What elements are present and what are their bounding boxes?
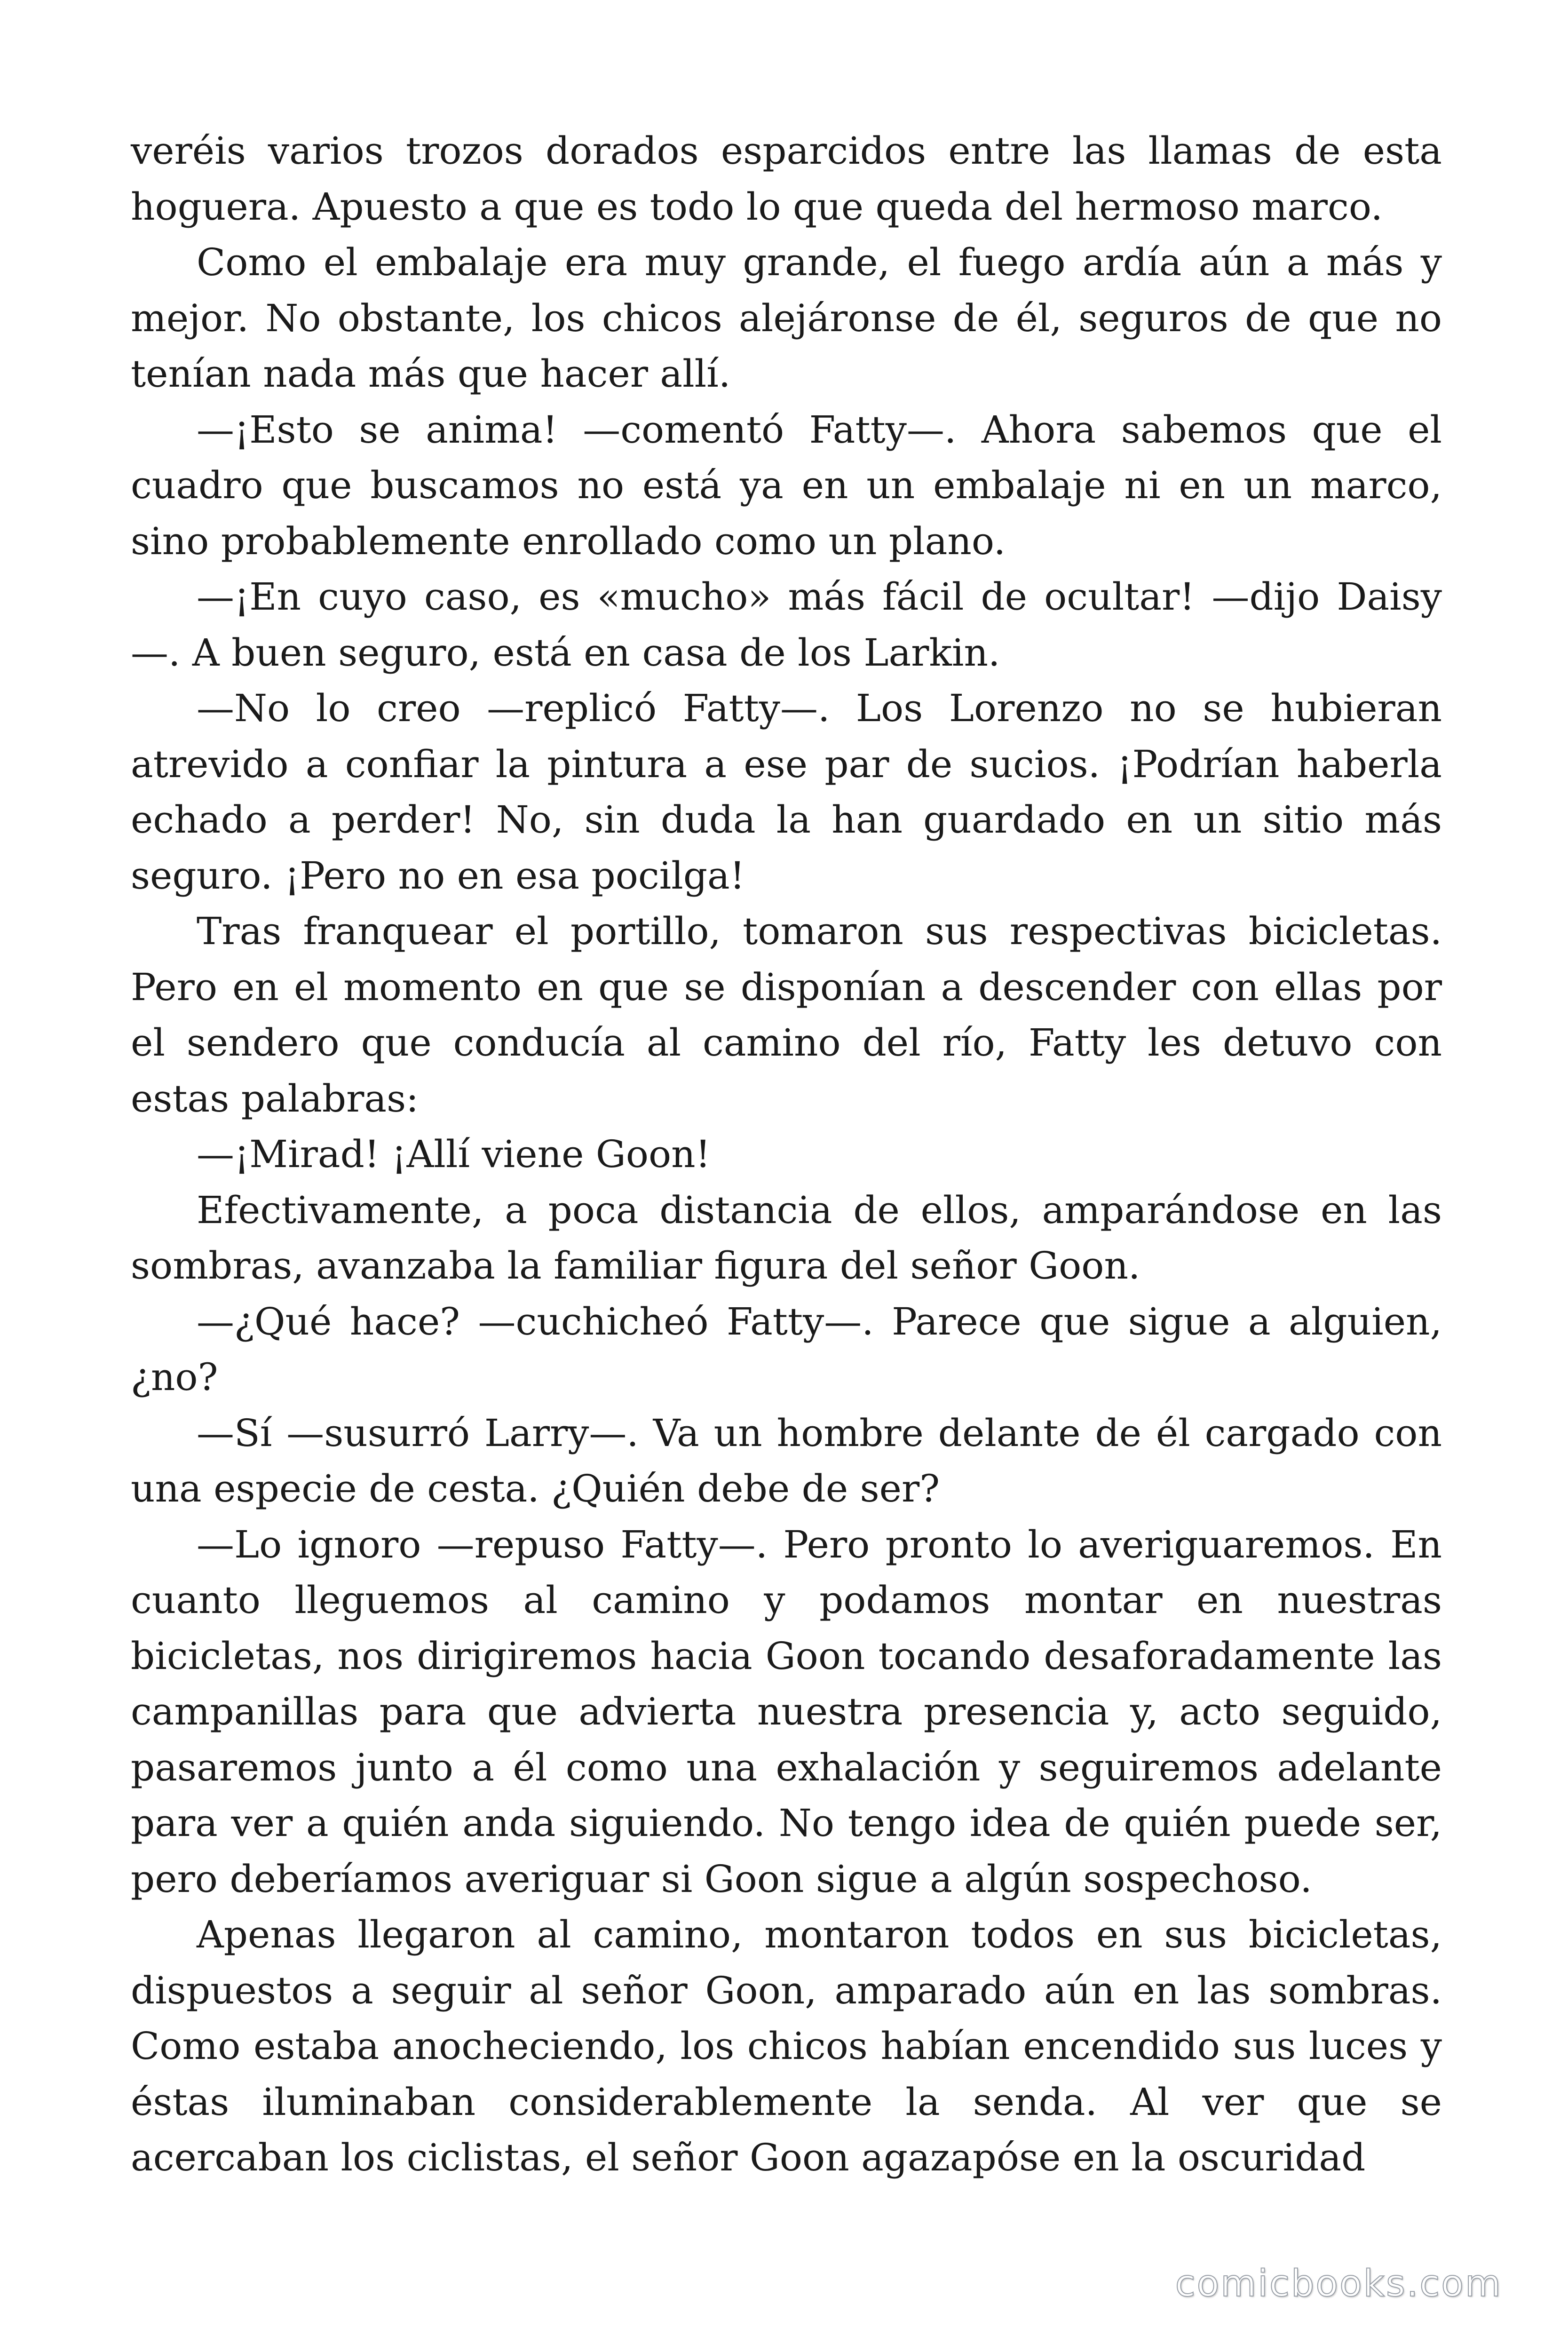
dialogue-paragraph: —¡Esto se anima! —comentó Fatty—. Ahora sabemos que el cuadro que buscamos no está ya en un embalaje ni en un marco, sino probablemente enrollado como un plano. [131, 407, 1442, 563]
dialogue-paragraph: —No lo creo —replicó Fatty—. Los Lorenzo no se hubieran atrevido a confiar la pintura a ese par de sucios. ¡Podrían haberla echado a perder! No, sin duda la han guardado en un sitio más seguro. ¡Pero no en esa pocilga! [131, 686, 1442, 898]
dialogue-paragraph: —¡En cuyo caso, es «mucho» más fácil de ocultar! —dijo Daisy —. A buen seguro, está en casa de los Larkin. [131, 575, 1442, 675]
dialogue-paragraph: —¿Qué hace? —cuchicheó Fatty—. Parece que sigue a alguien, ¿no? [131, 1299, 1442, 1399]
paragraph-continuation: veréis varios trozos dorados esparcidos entre las llamas de esta hoguera. Apuesto a que es todo lo que queda del hermoso marco. [131, 129, 1442, 229]
paragraph: Como el embalaje era muy grande, el fuego ardía aún a más y mejor. No obstante, los chicos alejáronse de él, seguros de que no tenían nada más que hacer allí. [131, 240, 1442, 396]
dialogue-paragraph: —¡Mirad! ¡Allí viene Goon! [197, 1132, 711, 1176]
watermark: comicbooks.com [1175, 2263, 1502, 2305]
paragraph: Apenas llegaron al camino, montaron todos en sus bicicletas, dispuestos a seguir al señor Goon, amparado aún en las sombras. Como estaba anocheciendo, los chicos habían encendido sus luces y éstas iluminaban considerablemente la senda. Al ver que se acercaban los ciclistas, el señor Goon agazapóse en la oscuridad [131, 1913, 1442, 2179]
paragraph: Efectivamente, a poca distancia de ellos, amparándose en las sombras, avanzaba la familiar figura del señor Goon. [131, 1188, 1442, 1287]
paragraph: Tras franquear el portillo, tomaron sus respectivas bicicletas. Pero en el momento en que se disponían a descender con ellas por el sendero que conducía al camino del río, Fatty les detuvo con estas palabras: [131, 909, 1442, 1120]
page-body [131, 123, 1442, 2186]
dialogue-paragraph: —Lo ignoro —repuso Fatty—. Pero pronto lo averiguaremos. En cuanto lleguemos al camino y podamos montar en nuestras bicicletas, nos dirigiremos hacia Goon tocando desaforadamente las campanillas para que advierta nuestra presencia y, acto seguido, pasaremos junto a él como una exhalación y seguiremos adelante para ver a quién anda siguiendo. No tengo idea de quién puede ser, pero deberíamos averiguar si Goon sigue a algún sospechoso. [131, 1522, 1442, 1901]
dialogue-paragraph: —Sí —susurró Larry—. Va un hombre delante de él cargado con una especie de cesta. ¿Quién debe de ser? [131, 1411, 1442, 1510]
